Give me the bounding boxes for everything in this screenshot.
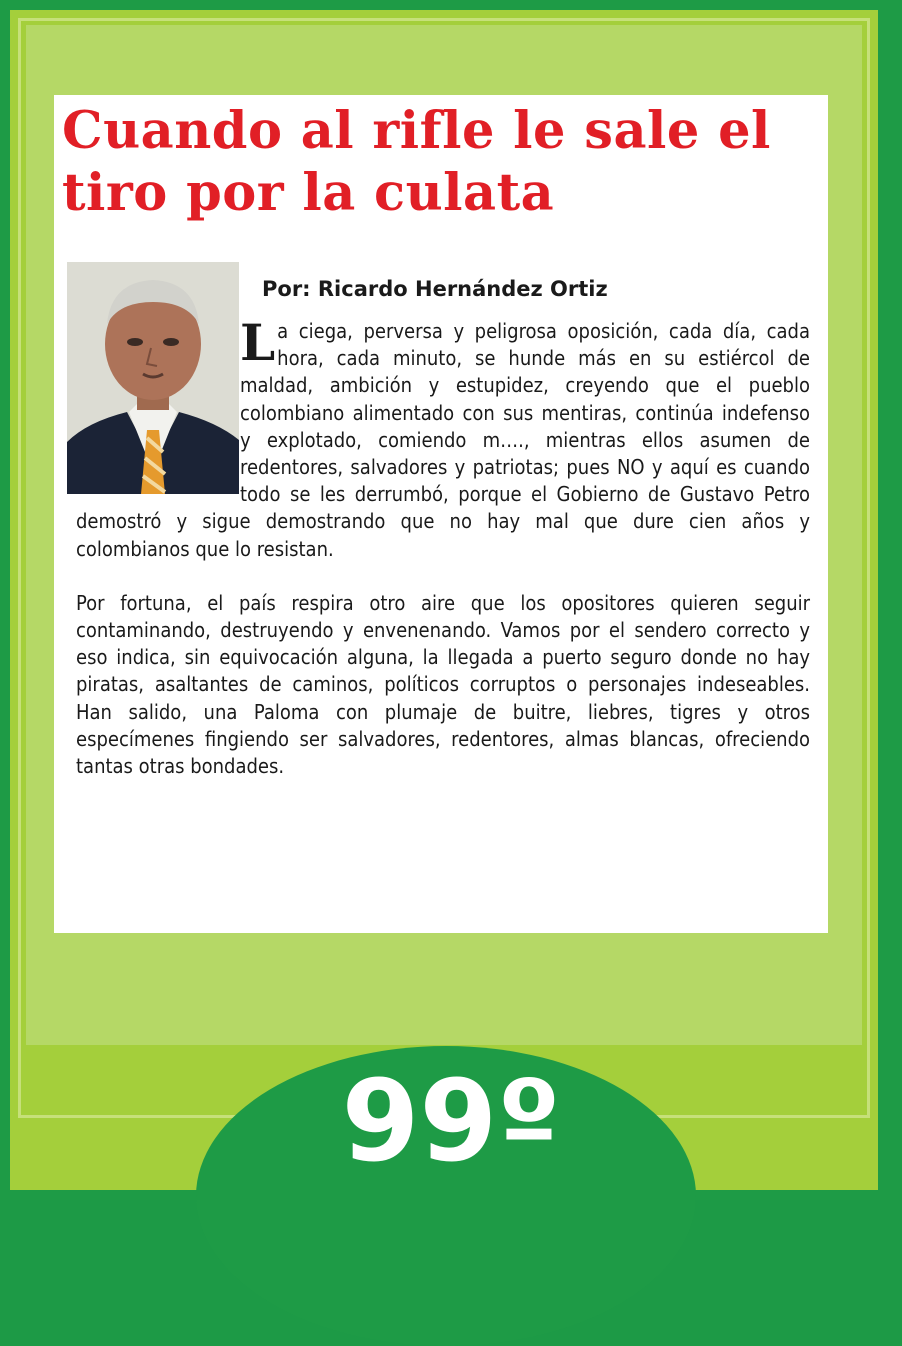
edition-number: 99º bbox=[341, 1057, 561, 1187]
article-title: Cuando al rifle le sale el tiro por la culata bbox=[62, 101, 771, 223]
drop-cap: L bbox=[240, 313, 276, 372]
photo-wrap-space bbox=[76, 318, 240, 504]
paragraph-1-text: a ciega, perversa y peligrosa oposición, cada día, cada hora, cada minuto, se hunde más en su estiércol de maldad, ambición y estupidez, creyendo que el pueblo colombiano alimentado con sus mentiras, continúa indefenso y explotado, comiendo m…., mientras ellos asumen de redentores, salvadores y patriotas; pues NO y aquí es cuando todo se les derrumbó, porque el Gobierno de Gustavo Petro demostró y sigue demostrando que no hay mal que dure cien años y colombianos que lo resistan. bbox=[76, 319, 810, 561]
paragraph-2: Por fortuna, el país respira otro aire que los opositores quieren seguir contaminando, destruyendo y envenenando. Vamos por el sendero correcto y eso indica, sin equivocación alguna, la llegada a puerto seguro donde no hay piratas, asaltantes de caminos, políticos corruptos o personajes indeseables. Han salido, una Paloma con plumaje de buitre, liebres, tigres y otros especímenes fingiendo ser salvadores, redentores, almas blancas, ofreciendo tantas otras bondades. bbox=[76, 590, 810, 779]
article-body bbox=[76, 313, 810, 780]
article-byline: Por: Ricardo Hernández Ortiz bbox=[262, 277, 608, 301]
paragraph-1 bbox=[76, 313, 810, 563]
